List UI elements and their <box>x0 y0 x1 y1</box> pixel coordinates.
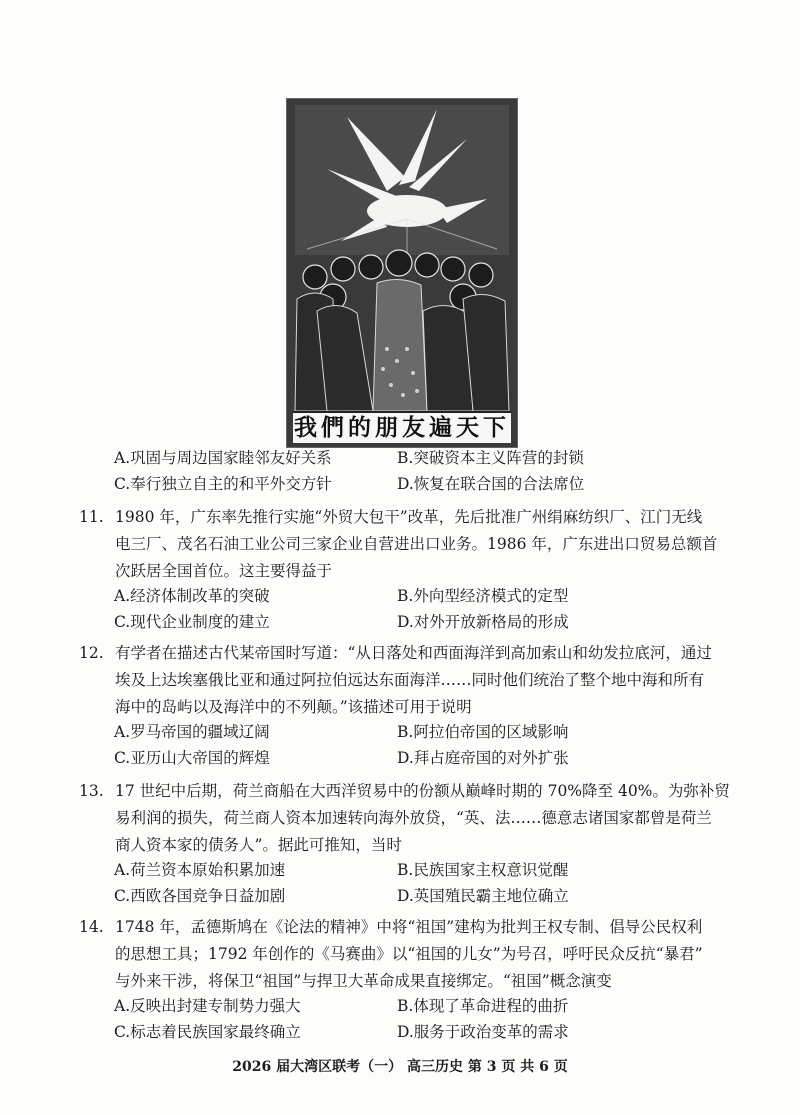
q12-option-b[interactable]: B.阿拉伯帝国的区域影响 <box>397 723 569 741</box>
q12-options-row-2 <box>114 746 754 770</box>
question-14 <box>79 914 739 995</box>
q11-stem-line-1: 1980 年，广东率先推行实施“外贸大包干”改革，先后批准广州绢麻纺织厂、江门无线 <box>115 508 703 526</box>
q13-stem <box>79 778 739 859</box>
q10-option-a[interactable]: A.巩固与周边国家睦邻友好关系 <box>114 449 332 467</box>
q13-number: 13. <box>79 782 104 800</box>
q12-stem-line-1: 有学者在描述古代某帝国时写道：“从日落处和西面海洋到高加索山和幼发拉底河，通过 <box>115 644 712 662</box>
q14-options-row-2 <box>114 1020 754 1044</box>
q14-stem-line-3: 与外来干涉，将保卫“祖国”与捍卫大革命成果直接绑定。“祖国”概念演变 <box>115 972 612 990</box>
q10-options-row-2 <box>114 472 754 496</box>
q13-option-c[interactable]: C.西欧各国竞争日益加剧 <box>114 887 286 905</box>
q13-option-d[interactable]: D.英国殖民霸主地位确立 <box>397 887 569 905</box>
q11-options-row-2 <box>114 610 754 634</box>
q11-option-a[interactable]: A.经济体制改革的突破 <box>114 587 270 605</box>
q13-stem-line-1: 17 世纪中后期，荷兰商船在大西洋贸易中的份额从巅峰时期的 70%降至 40%。为弥补贸 <box>115 782 730 800</box>
q11-stem-line-2: 电三厂、茂名石油工业公司三家企业自营进出口业务。1986 年，广东进出口贸易总额首 <box>115 535 718 553</box>
question-13 <box>79 778 739 859</box>
q10-option-c[interactable]: C.奉行独立自主的和平外交方针 <box>114 475 332 493</box>
q13-options-row-2 <box>114 884 754 908</box>
question-12 <box>79 640 739 721</box>
q12-option-a[interactable]: A.罗马帝国的疆域辽阔 <box>114 723 270 741</box>
q14-stem-line-1: 1748 年，孟德斯鸠在《论法的精神》中将“祖国”建构为批判王权专制、倡导公民权利 <box>115 918 703 936</box>
q14-option-d[interactable]: D.服务于政治变革的需求 <box>397 1023 569 1041</box>
q10-option-b[interactable]: B.突破资本主义阵营的封锁 <box>397 449 584 467</box>
q14-number: 14. <box>79 918 104 936</box>
q11-stem <box>79 504 739 585</box>
q12-stem-line-3: 海中的岛屿以及海洋中的不列颠。”该描述可用于说明 <box>115 698 472 716</box>
page-footer: 2026 届大湾区联考（一） 高三历史 第 3 页 共 6 页 <box>232 1059 568 1075</box>
q12-options-row-1 <box>114 720 754 744</box>
q13-option-b[interactable]: B.民族国家主权意识觉醒 <box>397 861 569 879</box>
question-11 <box>79 504 739 585</box>
q12-option-c[interactable]: C.亚历山大帝国的辉煌 <box>114 749 270 767</box>
q10-options-row-1 <box>114 446 754 470</box>
q11-number: 11. <box>79 508 104 526</box>
q11-option-d[interactable]: D.对外开放新格局的形成 <box>397 613 569 631</box>
q11-option-b[interactable]: B.外向型经济模式的定型 <box>397 587 569 605</box>
q14-option-b[interactable]: B.体现了革命进程的曲折 <box>397 997 569 1015</box>
q10-option-d[interactable]: D.恢复在联合国的合法席位 <box>397 475 585 493</box>
q12-option-d[interactable]: D.拜占庭帝国的对外扩张 <box>397 749 569 767</box>
q11-options-row-1 <box>114 584 754 608</box>
q13-stem-line-3: 商人资本家的债务人”。据此可推知，当时 <box>115 836 402 854</box>
q14-stem <box>79 914 739 995</box>
q12-stem-line-2: 埃及上达埃塞俄比亚和通过阿拉伯远达东面海洋……同时他们统治了整个地中海和所有 <box>115 671 705 689</box>
q13-options-row-1 <box>114 858 754 882</box>
q14-stem-line-2: 的思想工具；1792 年创作的《马赛曲》以“祖国的儿女”为号召，呼吁民众反抗“暴君” <box>115 945 703 963</box>
q14-option-c[interactable]: C.标志着民族国家最终确立 <box>114 1023 301 1041</box>
q14-options-row-1 <box>114 994 754 1018</box>
poster-illustration <box>287 99 517 447</box>
q13-option-a[interactable]: A.荷兰资本原始积累加速 <box>114 861 286 879</box>
q11-option-c[interactable]: C.现代企业制度的建立 <box>114 613 270 631</box>
q11-stem-line-3: 次跃居全国首位。这主要得益于 <box>115 562 333 580</box>
q13-stem-line-2: 易利润的损失，荷兰商人资本加速转向海外放贷，“英、法……德意志诸国家都曾是荷兰 <box>115 809 712 827</box>
q12-stem <box>79 640 739 721</box>
poster-image <box>286 98 518 448</box>
poster-caption: 我們的朋友遍天下 <box>293 411 511 443</box>
q12-number: 12. <box>79 644 104 662</box>
q14-option-a[interactable]: A.反映出封建专制势力强大 <box>114 997 301 1015</box>
